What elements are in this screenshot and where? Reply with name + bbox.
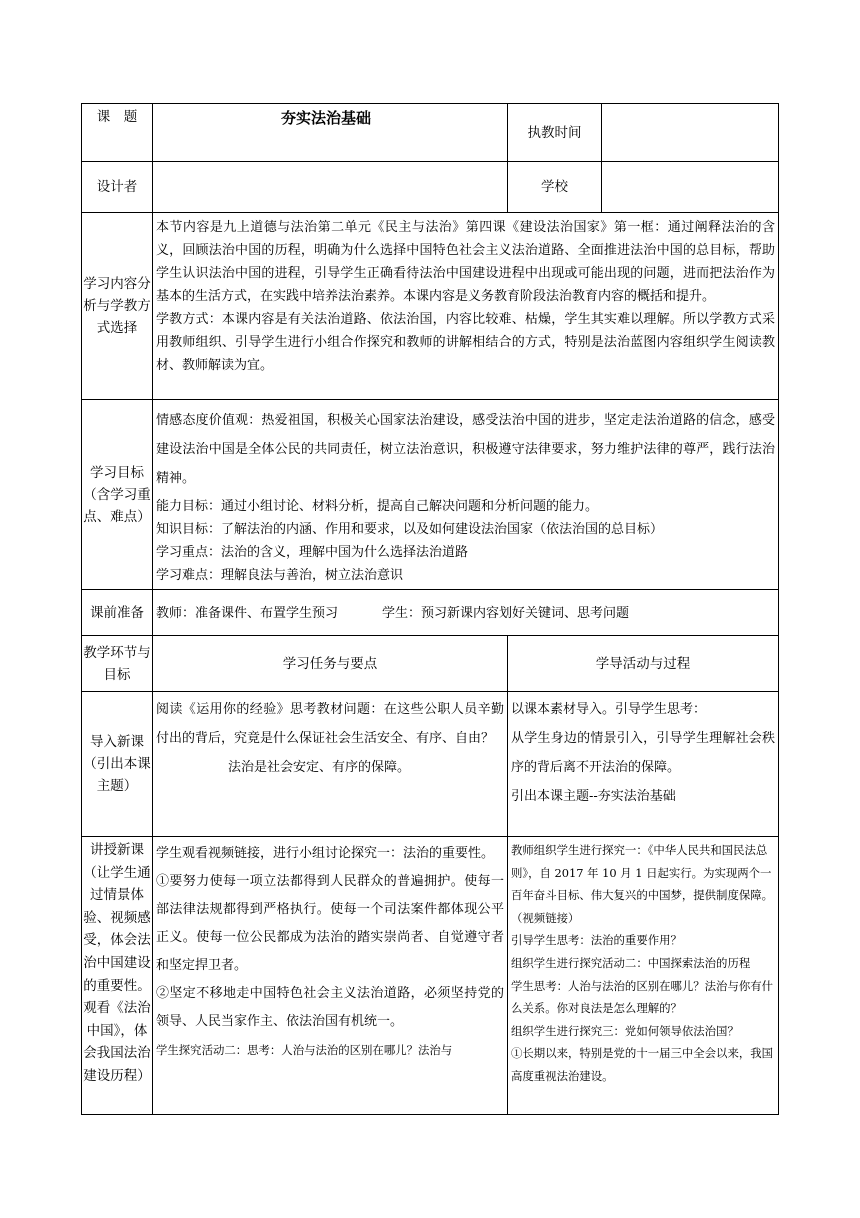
row-topic [82,104,779,162]
method-text: 学教方式：本课内容是有关法治道路、依法治国，内容比较难、枯燥，学生其实难以理解。所以学教方式采用教师组织、引导学生进行小组合作探究和教师的讲解相结合的方式，特别是法治蓝图内容组织学生阅读教材、教师解读为宜。 [156,312,776,373]
objectives-label: 学习目标（含学习重点、难点） [82,400,153,590]
ability-objective: 能力目标：通过小组讨论、材料分析，提高自己解决问题和分析问题的能力。 [156,499,599,514]
analysis-label: 学习内容分析与学教方式选择 [82,213,153,400]
lecture-task-line-1: 学生观看视频链接，进行小组讨论探究一：法治的重要性。 [156,846,495,861]
lecture-task-line-3: ②坚定不移地走中国特色社会主义法治道路，必须坚持党的领导、人民当家作主、依法治国有机统一。 [156,986,505,1029]
intro-activity [508,692,779,837]
prep-content [153,590,779,636]
knowledge-objective: 知识目标：了解法治的内涵、作用和要求，以及如何建设法治国家（依法治国的总目标） [156,522,664,537]
lecture-activity [508,837,779,1115]
difficulty-point: 学习难点：理解良法与善治，树立法治意识 [156,568,404,583]
time-label: 执教时间 [508,104,602,162]
lesson-title: 夯实法治基础 [153,104,508,162]
stage-label: 教学环节与目标 [82,636,153,692]
row-lecture [82,837,779,1115]
lecture-activity-line-3: 组织学生进行探究活动二：中国探索法治的历程 [511,955,751,970]
lecture-task-line-4: 学生探究活动二：思考：人治与法治的区别在哪儿？法治与 [156,1043,453,1057]
intro-task-question: 阅读《运用你的经验》思考教材问题：在这些公职人员辛勤付出的背后，究竟是什么保证社会生活安全、有序、自由？ [156,702,505,746]
lecture-task-line-2: ①要努力使每一项立法都得到人民群众的普遍拥护。使每一部法律法规都得到严格执行。使每一个司法案件都体现公平正义。使每一位公民都成为法治的踏实崇尚者、自觉遵守者和坚定捍卫者。 [156,874,505,973]
prep-teacher: 教师：准备课件、布置学生预习 [156,605,339,621]
time-value [602,104,779,162]
lecture-task [153,837,508,1115]
key-point: 学习重点：法治的含义，理解中国为什么选择法治道路 [156,545,469,560]
prep-student: 学生：预习新课内容划好关键词、思考问题 [382,605,630,621]
analysis-content [153,213,779,400]
activity-header: 学导活动与过程 [508,636,779,692]
intro-label: 导入新课（引出本课主题） [82,692,153,837]
topic-label: 课 题 [82,104,153,162]
intro-task [153,692,508,837]
school-value [602,162,779,213]
intro-activity-line-1: 以课本素材导入。引导学生思考： [511,702,707,717]
row-prep [82,590,779,636]
intro-activity-line-3: 引出本课主题--夯实法治基础 [511,789,676,804]
lecture-activity-line-6: ①长期以来，特别是党的十一届三中全会以来，我国高度重视法治建设。 [511,1046,774,1083]
lesson-plan-table [81,103,779,1115]
designer-label: 设计者 [82,162,153,213]
row-analysis [82,213,779,400]
row-designer [82,162,779,213]
intro-activity-line-2: 从学生身边的情景引入，引导学生理解社会秩序的背后离不开法治的保障。 [511,731,776,775]
task-header: 学习任务与要点 [153,636,508,692]
lecture-activity-line-2: 引导学生思考：法治的重要作用？ [511,933,682,948]
designer-value [153,162,508,213]
prep-label: 课前准备 [82,590,153,636]
objectives-content [153,400,779,590]
school-label: 学校 [508,162,602,213]
lecture-activity-line-5: 组织学生进行探究三：党如何领导依法治国？ [511,1023,739,1038]
emotion-objective: 情感态度价值观：热爱祖国，积极关心国家法治建设，感受法治中国的进步，坚定走法治道路的信念，感受建设法治中国是全体公民的共同责任，树立法治意识，积极遵守法律要求，努力维护法律的尊严，践行法治精神。 [156,413,776,486]
analysis-text: 本节内容是九上道德与法治第二单元《民主与法治》第四课《建设法治国家》第一框：通过阐释法治的含义，回顾法治中国的历程，明确为什么选择中国特色社会主义法治道路、全面推进法治中国的总目标，帮助学生认识法治中国的进程，引导学生正确看待法治中国建设进程中出现或可能出现的问题，进而把法治作为基本的生活方式，在实践中培养法治素养。本课内容是义务教育阶段法治教育内容的概括和提升。 [156,220,776,304]
lecture-activity-line-4: 学生思考：人治与法治的区别在哪儿？法治与你有什么关系。你对良法是怎么理解的？ [511,978,774,1016]
row-column-headers [82,636,779,692]
row-objectives [82,400,779,590]
intro-task-answer: 法治是社会安定、有序的保障。 [228,760,411,775]
lecture-activity-line-1: 教师组织学生进行探究一：《中华人民共和国民法总则》，自 2017 年 10 月 1 日起实行。为实现两个一百年奋斗目标、伟大复兴的中国梦，提供制度保障。（视频链接） [511,843,774,925]
row-intro [82,692,779,837]
lecture-label: 讲授新课（让学生通过情景体验、视频感受，体会法治中国建设的重要性。观看《法治中国》，体会我国法治建设历程） [82,837,153,1115]
